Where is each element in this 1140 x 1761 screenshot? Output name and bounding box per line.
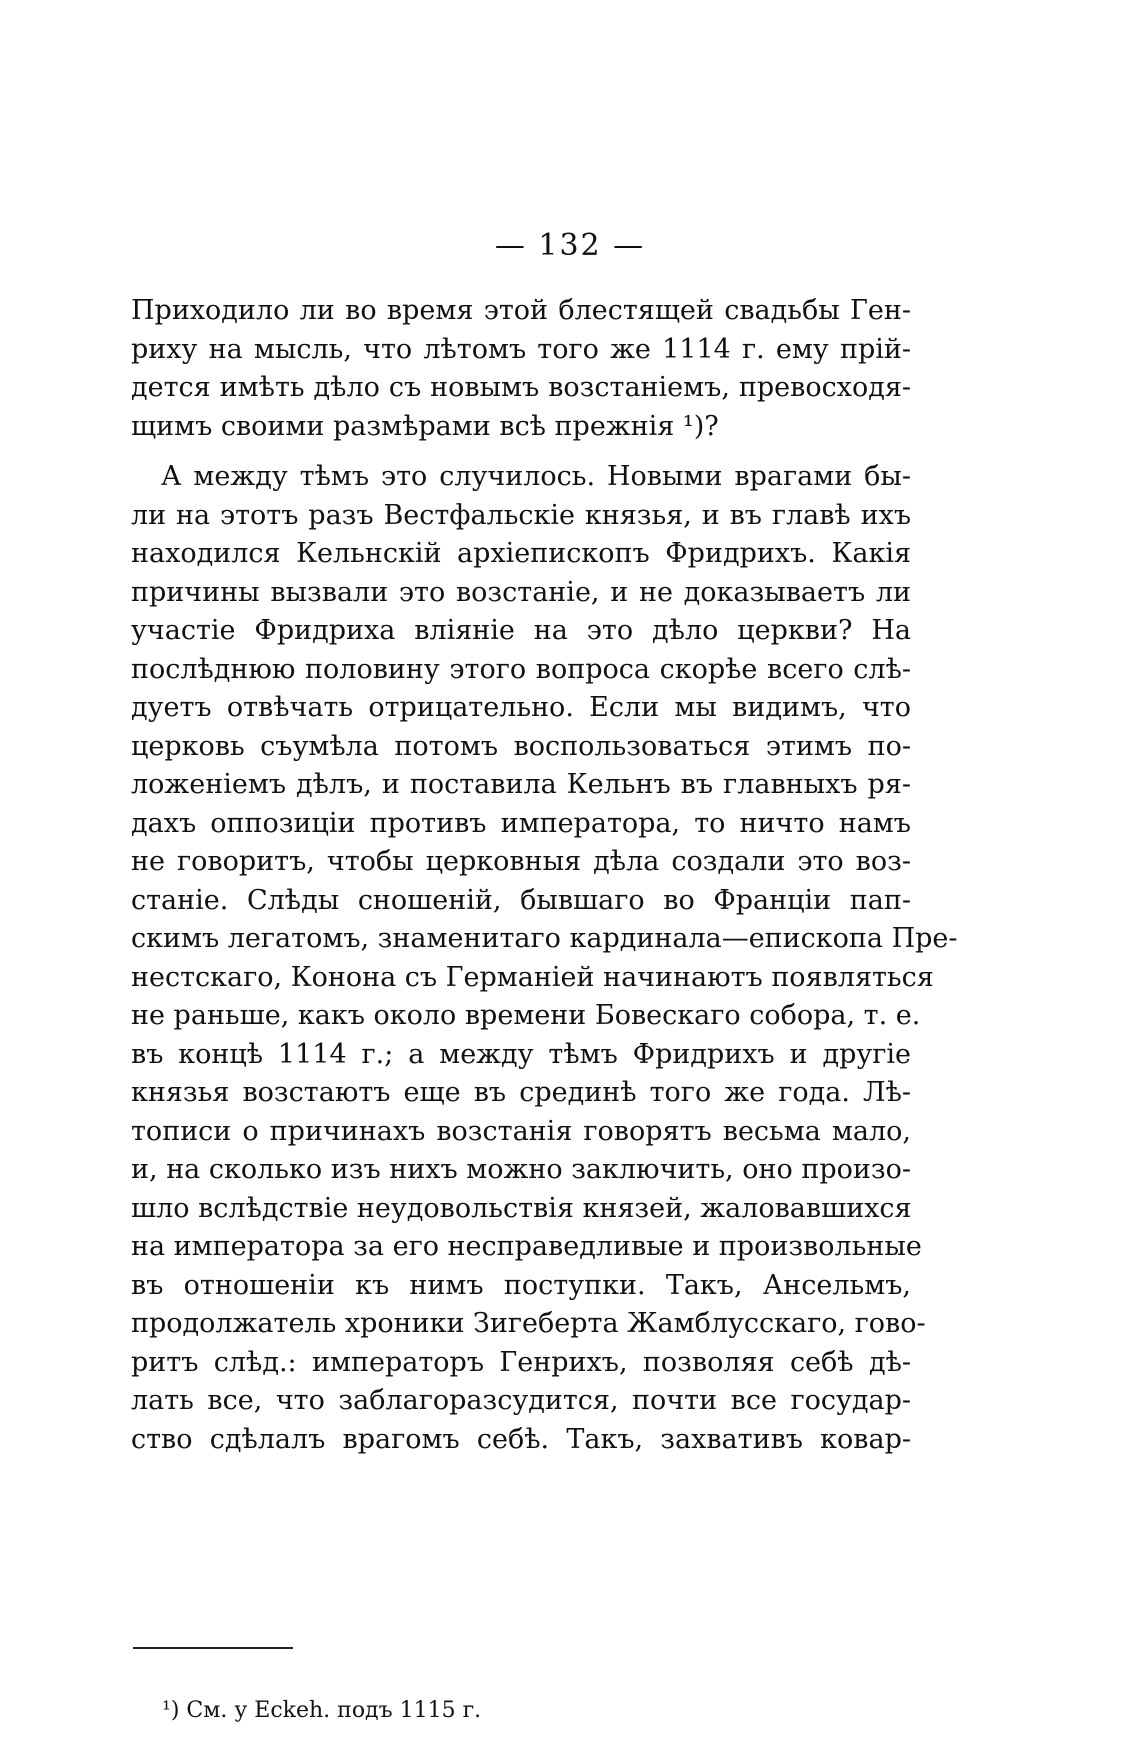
text-line: дуетъ отвѣчать отрицательно. Если мы видимъ, что [131, 692, 911, 723]
text-line: дахъ оппозиціи противъ императора, то ничто намъ [131, 807, 911, 839]
text-line: скимъ легатомъ, знаменитаго кардинала—епископа Пре- [131, 923, 958, 954]
body-text [131, 292, 958, 1459]
text-line: риху на мысль, что лѣтомъ того же 1114 г. ему прій- [131, 333, 911, 365]
text-line: щимъ своими размѣрами всѣ прежнія ¹)? [131, 410, 719, 442]
text-line: не говоритъ, чтобы церковныя дѣла создали это воз- [131, 846, 911, 877]
page-number: — 132 — [494, 228, 646, 263]
text-line: на императора за его несправедливые и произвольные [131, 1231, 922, 1262]
footnote-divider [133, 1647, 293, 1649]
text-line: князья возстаютъ еще въ срединѣ того же года. Лѣ- [131, 1077, 911, 1108]
text-line: А между тѣмъ это случилось. Новыми врагами бы- [161, 461, 911, 492]
text-line: церковь съумѣла потомъ воспользоваться этимъ по- [131, 730, 911, 762]
text-line: ложеніемъ дѣлъ, и поставила Кельнъ въ главныхъ ря- [131, 769, 911, 800]
text-line: ство сдѣлалъ врагомъ себѣ. Такъ, захвативъ ковар- [131, 1423, 911, 1455]
text-line: въ концѣ 1114 г.; а между тѣмъ Фридрихъ и другіе [131, 1038, 911, 1070]
text-line: тописи о причинахъ возстанія говорятъ весьма мало, [131, 1115, 911, 1147]
text-line: ритъ слѣд.: императоръ Генрихъ, позволяя себѣ дѣ- [131, 1346, 911, 1378]
text-line: шло вслѣдствіе неудовольствія князей, жаловавшихся [131, 1192, 912, 1224]
text-line: станіе. Слѣды сношеній, бывшаго во Франціи пап- [131, 884, 911, 916]
text-line: участіе Фридриха вліяніе на это дѣло церкви? На [131, 615, 911, 646]
text-line: Приходило ли во время этой блестящей свадьбы Ген- [131, 295, 911, 326]
text-line: находился Кельнскій архіепископъ Фридрихъ. Какія [131, 538, 911, 569]
text-line: въ отношеніи къ нимъ поступки. Такъ, Ансельмъ, [131, 1269, 911, 1301]
text-line: нестскаго, Конона съ Германіей начинаютъ появляться [131, 961, 934, 993]
text-line: продолжатель хроники Зигеберта Жамблусскаго, гово- [131, 1308, 926, 1339]
text-line: не раньше, какъ около времени Бовескаго собора, т. е. [131, 1000, 921, 1031]
text-line: дется имѣть дѣло съ новымъ возстаніемъ, превосходя- [131, 372, 911, 403]
text-line: послѣднюю половину этого вопроса скорѣе всего слѣ- [131, 653, 911, 685]
footnote: ¹) См. у Eckeh. подъ 1115 г. [162, 1698, 482, 1723]
text-line: и, на сколько изъ нихъ можно заключить, оно произо- [131, 1154, 911, 1185]
text-line: причины вызвали это возстаніе, и не доказываетъ ли [131, 576, 911, 608]
text-line: лать все, что заблагоразсудится, почти все государ- [131, 1385, 911, 1416]
text-line: ли на этотъ разъ Вестфальскіе князья, и въ главѣ ихъ [131, 499, 911, 531]
